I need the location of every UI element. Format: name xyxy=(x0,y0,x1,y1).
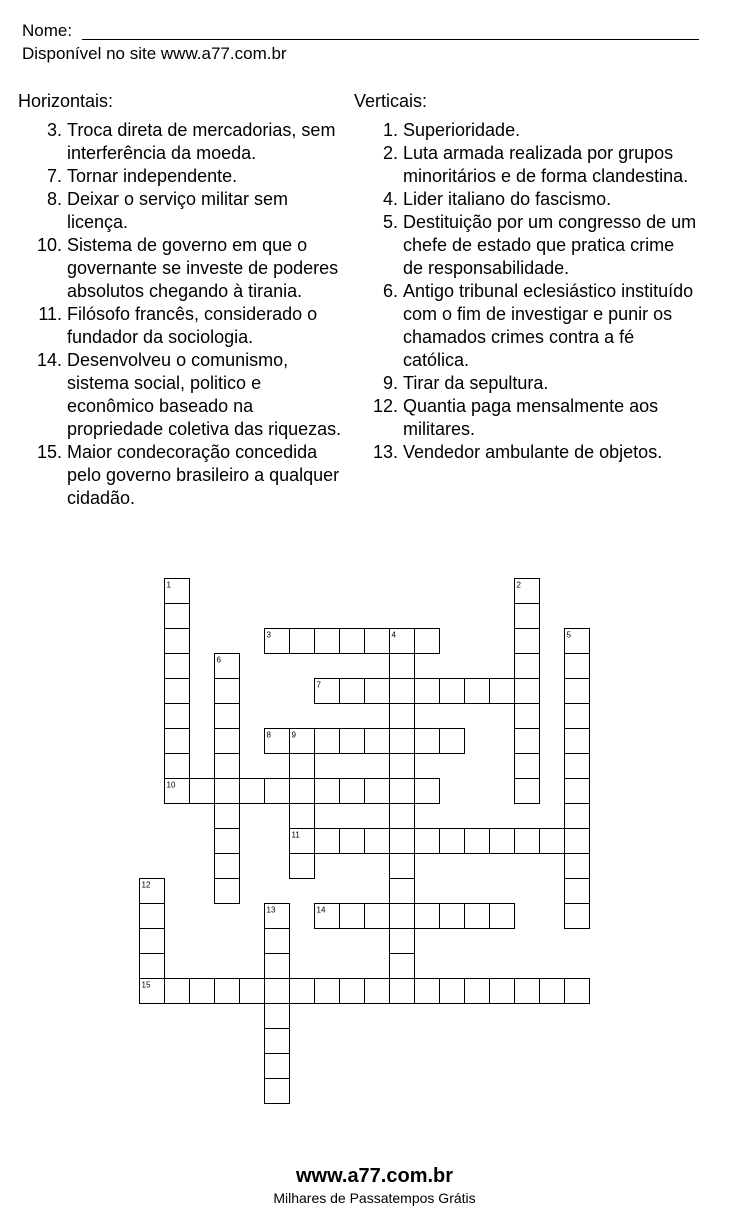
cell-number: 4 xyxy=(391,630,396,640)
grid-cell[interactable] xyxy=(365,979,390,1004)
grid-cell[interactable] xyxy=(165,629,190,654)
cell-number: 9 xyxy=(291,730,296,740)
grid-cell[interactable] xyxy=(490,904,515,929)
grid-cell[interactable] xyxy=(240,779,265,804)
grid-cell[interactable] xyxy=(265,1029,290,1054)
grid-cell[interactable] xyxy=(265,929,290,954)
clue-number: 10. xyxy=(36,235,62,255)
grid-cell[interactable] xyxy=(315,979,340,1004)
grid-cell[interactable] xyxy=(540,979,565,1004)
grid-cell[interactable] xyxy=(390,954,415,979)
grid-cell[interactable] xyxy=(515,629,540,654)
grid-cell[interactable] xyxy=(240,979,265,1004)
grid-cell[interactable] xyxy=(515,729,540,754)
clue-number: 14. xyxy=(36,350,62,370)
clue-text: Deixar o serviço militar sem licença. xyxy=(67,189,289,232)
grid-cell[interactable] xyxy=(390,829,415,854)
clue-text: Antigo tribunal eclesiástico instituído com o fim de investigar e punir os chamados crimes contra a fé católica. xyxy=(403,281,694,370)
grid-cell[interactable] xyxy=(490,829,515,854)
grid-cell[interactable] xyxy=(215,729,240,754)
grid-cell[interactable] xyxy=(140,904,165,929)
grid-cell[interactable] xyxy=(440,979,465,1004)
grid-cell[interactable] xyxy=(165,654,190,679)
grid-cell[interactable] xyxy=(315,729,340,754)
clue-number: 1. xyxy=(382,120,398,140)
cell-number: 3 xyxy=(266,630,271,640)
grid-cell[interactable] xyxy=(140,954,165,979)
cell-number: 6 xyxy=(216,655,221,665)
cell-number: 8 xyxy=(266,730,271,740)
grid-cell[interactable] xyxy=(265,1079,290,1104)
grid-cell[interactable] xyxy=(465,679,490,704)
cell-number: 7 xyxy=(316,680,321,690)
cell-number: 5 xyxy=(566,630,571,640)
vertical-heading: Verticais: xyxy=(354,91,428,111)
clue-text: Maior condecoração concedida pelo governo brasileiro a qualquer cidadão. xyxy=(67,442,340,508)
grid-cell[interactable] xyxy=(515,654,540,679)
grid-cell[interactable] xyxy=(390,704,415,729)
grid-cell[interactable] xyxy=(190,779,215,804)
grid-cell[interactable] xyxy=(390,804,415,829)
clue-text: Superioridade. xyxy=(403,120,521,140)
grid-cell[interactable] xyxy=(515,704,540,729)
grid-cell[interactable] xyxy=(390,679,415,704)
grid-cell[interactable] xyxy=(465,904,490,929)
grid-cell[interactable] xyxy=(215,854,240,879)
grid-cell[interactable] xyxy=(315,629,340,654)
grid-cell[interactable] xyxy=(215,829,240,854)
clue-number: 12. xyxy=(372,396,398,416)
grid-cell[interactable] xyxy=(440,679,465,704)
grid-cell[interactable] xyxy=(415,629,440,654)
grid-cell[interactable] xyxy=(415,729,440,754)
grid-cell[interactable] xyxy=(165,604,190,629)
clue-number: 4. xyxy=(382,189,398,209)
clue-text: Filósofo francês, considerado o fundador da sociologia. xyxy=(67,304,318,347)
grid-cell[interactable] xyxy=(390,904,415,929)
grid-cell[interactable] xyxy=(340,679,365,704)
grid-cell[interactable] xyxy=(365,729,390,754)
grid-cell[interactable] xyxy=(215,879,240,904)
grid-cell[interactable] xyxy=(215,679,240,704)
grid-cell[interactable] xyxy=(165,679,190,704)
grid-cell[interactable] xyxy=(565,904,590,929)
grid-cell[interactable] xyxy=(365,679,390,704)
grid-cell[interactable] xyxy=(315,829,340,854)
clue-text: Tornar independente. xyxy=(67,166,238,186)
site-notice: Disponível no site www.a77.com.br xyxy=(22,44,287,63)
grid-cell[interactable] xyxy=(140,929,165,954)
grid-cell[interactable] xyxy=(390,879,415,904)
grid-cell[interactable] xyxy=(515,829,540,854)
grid-cell[interactable] xyxy=(515,604,540,629)
grid-cell[interactable] xyxy=(440,829,465,854)
clue-number: 5. xyxy=(382,212,398,232)
grid-cell[interactable] xyxy=(265,979,290,1004)
grid-cell[interactable] xyxy=(415,904,440,929)
clue-text: Luta armada realizada por grupos minoritários e de forma clandestina. xyxy=(403,143,689,186)
clue-number: 8. xyxy=(46,189,62,209)
grid-cell[interactable] xyxy=(565,779,590,804)
grid-cell[interactable] xyxy=(215,754,240,779)
clue-text: Tirar da sepultura. xyxy=(403,373,549,393)
grid-cell[interactable] xyxy=(565,729,590,754)
grid-cell[interactable] xyxy=(415,779,440,804)
grid-cell[interactable] xyxy=(390,854,415,879)
grid-cell[interactable] xyxy=(565,979,590,1004)
horizontal-heading: Horizontais: xyxy=(18,91,114,111)
clue-number: 11. xyxy=(38,304,62,324)
grid-cell[interactable] xyxy=(390,754,415,779)
clue-text: Desenvolveu o comunismo, sistema social, politico e econômico baseado na propriedade coletiva das riquezas. xyxy=(67,350,342,439)
grid-cell[interactable] xyxy=(415,679,440,704)
grid-cell[interactable] xyxy=(540,829,565,854)
grid-cell[interactable] xyxy=(390,654,415,679)
grid-cell[interactable] xyxy=(390,729,415,754)
grid-cell[interactable] xyxy=(515,779,540,804)
grid-cell[interactable] xyxy=(490,679,515,704)
grid-cell[interactable] xyxy=(165,729,190,754)
clue-text: Troca direta de mercadorias, sem interferência da moeda. xyxy=(67,120,336,163)
grid-cell[interactable] xyxy=(165,979,190,1004)
grid-cell[interactable] xyxy=(165,754,190,779)
grid-cell[interactable] xyxy=(340,979,365,1004)
grid-cell[interactable] xyxy=(215,779,240,804)
grid-cell[interactable] xyxy=(340,729,365,754)
grid-cell[interactable] xyxy=(265,954,290,979)
clue-number: 6. xyxy=(382,281,398,301)
grid-cell[interactable] xyxy=(565,704,590,729)
cell-number: 2 xyxy=(516,580,521,590)
grid-cell[interactable] xyxy=(390,929,415,954)
cell-number: 13 xyxy=(266,905,276,915)
clue-number: 13. xyxy=(372,442,398,462)
grid-cell[interactable] xyxy=(565,679,590,704)
grid-cell[interactable] xyxy=(290,854,315,879)
grid-cell[interactable] xyxy=(165,704,190,729)
grid-cell[interactable] xyxy=(265,1004,290,1029)
grid-cell[interactable] xyxy=(365,829,390,854)
grid-cell[interactable] xyxy=(215,704,240,729)
grid-cell[interactable] xyxy=(465,829,490,854)
grid-cell[interactable] xyxy=(265,779,290,804)
grid-cell[interactable] xyxy=(565,754,590,779)
clue-number: 15. xyxy=(36,442,62,462)
cell-number: 12 xyxy=(141,880,151,890)
footer-tagline: Milhares de Passatempos Grátis xyxy=(273,1190,476,1206)
grid-cell[interactable] xyxy=(565,879,590,904)
grid-cell[interactable] xyxy=(340,904,365,929)
grid-cell[interactable] xyxy=(340,629,365,654)
cell-number: 14 xyxy=(316,905,326,915)
cell-number: 1 xyxy=(166,580,171,590)
grid-cell[interactable] xyxy=(490,979,515,1004)
grid-cell[interactable] xyxy=(265,1054,290,1079)
clue-number: 9. xyxy=(382,373,398,393)
clue-text: Quantia paga mensalmente aos militares. xyxy=(403,396,659,439)
grid-cell[interactable] xyxy=(365,904,390,929)
grid-cell[interactable] xyxy=(315,779,340,804)
grid-cell[interactable] xyxy=(440,904,465,929)
grid-cell[interactable] xyxy=(290,804,315,829)
grid-cell[interactable] xyxy=(565,854,590,879)
cell-number: 10 xyxy=(166,780,176,790)
grid-cell[interactable] xyxy=(215,979,240,1004)
grid-cell[interactable] xyxy=(515,979,540,1004)
clue-number: 7. xyxy=(46,166,62,186)
grid-cell[interactable] xyxy=(365,629,390,654)
grid-cell[interactable] xyxy=(465,979,490,1004)
cell-number: 15 xyxy=(141,980,151,990)
grid-cell[interactable] xyxy=(565,654,590,679)
grid-cell[interactable] xyxy=(290,779,315,804)
name-label: Nome: xyxy=(22,21,73,40)
grid-cell[interactable] xyxy=(415,979,440,1004)
footer-site: www.a77.com.br xyxy=(295,1165,454,1187)
grid-cell[interactable] xyxy=(290,629,315,654)
clue-number: 2. xyxy=(382,143,398,163)
grid-cell[interactable] xyxy=(515,679,540,704)
grid-cell[interactable] xyxy=(290,979,315,1004)
grid-cell[interactable] xyxy=(215,804,240,829)
grid-cell[interactable] xyxy=(340,779,365,804)
grid-cell[interactable] xyxy=(440,729,465,754)
grid-cell[interactable] xyxy=(290,754,315,779)
grid-cell[interactable] xyxy=(565,829,590,854)
grid-cell[interactable] xyxy=(515,754,540,779)
clue-text: Vendedor ambulante de objetos. xyxy=(403,442,663,462)
grid-cell[interactable] xyxy=(565,804,590,829)
grid-cell[interactable] xyxy=(340,829,365,854)
clue-text: Destituição por um congresso de um chefe de estado que pratica crime de responsabilidade. xyxy=(403,212,697,278)
grid-cell[interactable] xyxy=(415,829,440,854)
clue-number: 3. xyxy=(46,120,62,140)
grid-cell[interactable] xyxy=(390,779,415,804)
cell-number: 11 xyxy=(291,830,300,840)
grid-cell[interactable] xyxy=(190,979,215,1004)
grid-cell[interactable] xyxy=(365,779,390,804)
clue-text: Lider italiano do fascismo. xyxy=(403,189,612,209)
grid-cell[interactable] xyxy=(390,979,415,1004)
clue-text: Sistema de governo em que o governante se investe de poderes absolutos chegando à tirania. xyxy=(67,235,339,301)
